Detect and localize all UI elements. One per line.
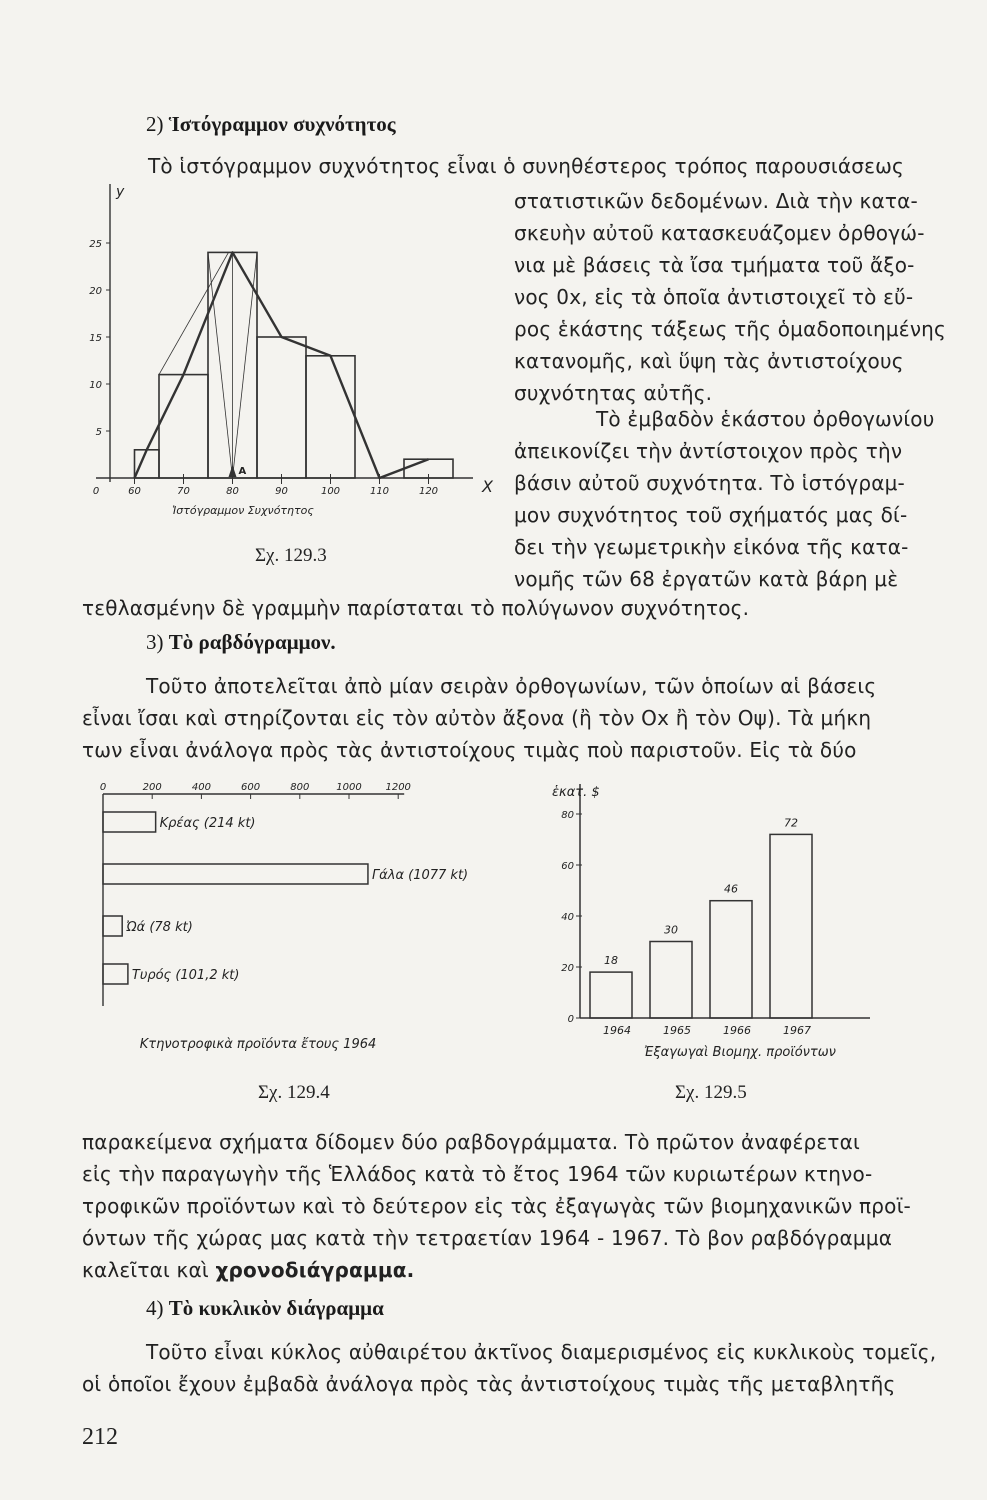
section-4-line-1: Τοῦτο εἶναι κύκλος αὐθαιρέτου ἀκτῖνος διαμερισμένος εἰς κυκλικοὺς τομεῖς, [146,1340,937,1364]
bar-2 [103,864,368,884]
section-2-line-8: συχνότητας αὐτῆς. [514,381,713,405]
y-tick-label: 10 [89,380,102,391]
section-2-heading [146,110,396,138]
histogram-bar [135,450,160,478]
section-2-line-3: σκευὴν αὐτοῦ κατασκευάζομεν ὀρθογώ- [514,221,925,245]
x-tick-label: 1966 [723,1024,751,1037]
chart-title: Ἐξαγωγαὶ Βιομηχ. προϊόντων [644,1045,836,1060]
y-tick-label: 0 [567,1014,574,1025]
bar-value-label: 30 [664,923,678,937]
y-tick-label: 80 [561,810,574,821]
section-3-line-1: Τοῦτο ἀποτελεῖται ἀπὸ μίαν σειρὰν ὀρθογωνίων, τῶν ὁποίων αἱ βάσεις [146,674,877,698]
section-2-line-7: κατανομῆς, καὶ ὕψη τὰς ἀντιστοίχους [514,349,904,373]
exports-bar-figure [540,778,900,1068]
section-2-line-4: νια μὲ βάσεις τὰ ἴσα τμήματα τοῦ ἄξο- [514,253,915,277]
histogram-figure [78,178,508,558]
x-tick-label: 800 [290,782,310,793]
x-tick-label: 90 [275,486,288,497]
section-2-line-5: νος 0x, εἰς τὰ ὁποῖα ἀντιστοιχεῖ τὸ εὔ- [514,285,914,309]
x-tick-label: 70 [177,486,190,497]
section-3-heading [146,628,336,656]
y-tick-label: 5 [95,427,102,438]
section-3-after-line-4: όντων τῆς χώρας μας κατὰ τὴν τετραετίαν 1964 - 1967. Τὸ βον ραβδόγραμμα [82,1226,893,1250]
section-3-line-3: των εἶναι ἀνάλογα πρὸς τὰς ἀντιστοίχους τιμὰς ποὺ παριστοῦν. Εἰς τὰ δύο [82,738,857,762]
construction-line [159,252,229,374]
bar-1966 [710,901,752,1018]
x-tick-label: 1967 [783,1024,811,1037]
x-tick-label: 0 [92,486,100,497]
bar-1 [103,812,156,832]
last-line-prefix: καλεῖται καὶ [82,1258,216,1282]
x-tick-label: 1964 [603,1024,631,1037]
x-tick-label: 110 [369,486,390,497]
section-2-line-1: Τὸ ἱστόγραμμον συχνότητος εἶναι ὁ συνηθέστερος τρόπος παρουσιάσεως [148,154,904,178]
section-2-line-6: ρος ἑκάστης τάξεως τῆς ὁμαδοποιημένης [514,317,946,341]
x-tick-label: 0 [99,782,107,793]
section-2-line-2: στατιστικῶν δεδομένων. Διὰ τὴν κατα- [514,189,918,213]
section-3-after-line-3: τροφικῶν προϊόντων καὶ τὸ δεύτερον εἰς τὰς ἐξαγωγὰς τῶν βιομηχανικῶν προϊ- [82,1194,911,1218]
marker-label: A [238,466,247,477]
bar-label: Γάλα (1077 kt) [371,868,469,883]
histogram-bar [159,375,208,478]
bar-1964 [590,972,632,1018]
section-2-line-10: ἀπεικονίζει τὴν ἀντίστοιχον πρὸς τὴν [514,439,903,463]
livestock-bar-figure [78,778,478,1068]
y-tick-label: 20 [89,286,102,297]
bar-label: Τυρός (101,2 kt) [131,968,240,983]
section-2-line-11: βάσιν αὐτοῦ συχνότητα. Τὸ ἱστόγραμ- [514,471,905,495]
construction-line [208,252,233,478]
y-tick-label: 15 [89,333,102,344]
y-tick-label: 25 [89,239,102,250]
x-tick-label: 1965 [663,1024,691,1037]
section-3-number: 3) [146,630,164,654]
section-2-number: 2) [146,112,164,136]
section-3-after-line-5 [82,1254,414,1286]
x-tick-label: 400 [191,782,211,793]
section-2-title: Ἱστόγραμμον συχνότητος [168,112,396,136]
x-tick-label: 120 [418,486,439,497]
marker-arrow-icon [229,465,237,477]
x-tick-label: 600 [241,782,261,793]
section-4-line-2: οἱ ὁποῖοι ἔχουν ἐμβαδὰ ἀνάλογα πρὸς τὰς ἀντιστοίχους τιμὰς τῆς μεταβλητῆς [82,1372,896,1396]
y-tick-label: 20 [561,963,574,974]
frequency-polygon [135,252,429,478]
section-2-line-15: τεθλασμένην δὲ γραμμὴν παρίσταται τὸ πολύγωνον συχνότητος. [82,596,750,620]
histogram-bar [306,356,355,478]
bar-label: Κρέας (214 kt) [159,816,256,831]
x-tick-label: 200 [142,782,162,793]
histogram-title: Ἱστόγραμμον Συχνότητος [172,504,314,517]
section-3-title: Τὸ ραβδόγραμμον. [168,630,336,654]
section-3-line-2: εἶναι ἴσαι καὶ στηρίζονται εἰς τὸν αὐτὸν ἄξονα (ἢ τὸν Οx ἢ τὸν Οψ). Τὰ μήκη [82,706,872,730]
section-4-title: Τὸ κυκλικὸν διάγραμμα [168,1296,384,1320]
y-axis-label: y [116,184,125,200]
x-tick-label: 1200 [385,782,411,793]
x-axis-label: Χ [482,477,493,496]
y-axis-label: ἑκατ. $ [552,785,600,800]
section-3-after-line-1: παρακείμενα σχήματα δίδομεν δύο ραβδογράμματα. Τὸ πρῶτον ἀναφέρεται [82,1130,860,1154]
section-4-heading [146,1294,384,1322]
bar-label: Ὠά (78 kt) [126,920,193,935]
figure-129-3-caption: Σχ. 129.3 [255,545,327,566]
section-2-line-13: δει τὴν γεωμετρικὴν εἰκόνα τῆς κατα- [514,535,909,559]
x-tick-label: 100 [320,486,341,497]
figure-129-5-caption: Σχ. 129.5 [675,1082,747,1103]
figure-129-4-caption: Σχ. 129.4 [258,1082,330,1103]
section-4-number: 4) [146,1296,164,1320]
bar-1967 [770,834,812,1018]
bar-value-label: 18 [604,954,618,968]
bar-value-label: 72 [784,816,798,830]
section-2-line-12: μον συχνότητος τοῦ σχήματός μας δί- [514,503,908,527]
chart-title: Κτηνοτροφικὰ προϊόντα ἔτους 1964 [139,1037,377,1052]
y-tick-label: 60 [561,861,574,872]
bar-value-label: 46 [724,882,738,896]
x-tick-label: 80 [226,486,239,497]
section-2-line-14: νομῆς τῶν 68 ἐργατῶν κατὰ βάρη μὲ [514,567,899,591]
section-3-after-line-2: εἰς τὴν παραγωγὴν τῆς Ἑλλάδος κατὰ τὸ ἔτος 1964 τῶν κυριωτέρων κτηνο- [82,1162,873,1186]
bar-3 [103,916,122,936]
page-number: 212 [82,1424,118,1450]
y-tick-label: 40 [561,912,574,923]
x-tick-label: 60 [128,486,141,497]
bar-4 [103,964,128,984]
chronodiagram-term: χρονοδιάγραμμα. [215,1258,415,1282]
section-2-line-9: Τὸ ἐμβαδὸν ἑκάστου ὀρθογωνίου [596,407,935,431]
histogram-bar [257,337,306,478]
bar-1965 [650,942,692,1019]
x-tick-label: 1000 [336,782,362,793]
